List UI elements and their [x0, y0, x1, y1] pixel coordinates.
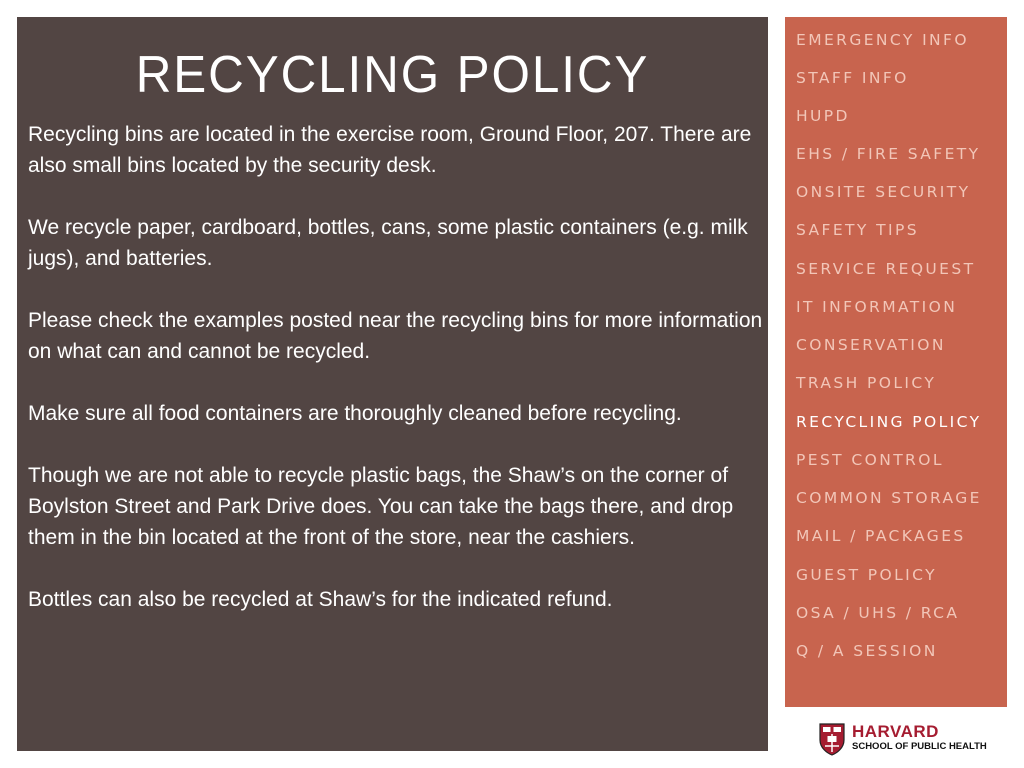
nav-item-staff-info[interactable]: STAFF INFO — [796, 69, 909, 87]
paragraph-bottle-refund: Bottles can also be recycled at Shaw’s for the indicated refund. — [28, 588, 613, 611]
nav-item-mail-packages[interactable]: MAIL / PACKAGES — [796, 527, 966, 545]
paragraph-recyclable-items: We recycle paper, cardboard, bottles, cans, some plastic containers (e.g. milk jugs), and batteries. — [28, 216, 748, 270]
nav-item-emergency-info[interactable]: EMERGENCY INFO — [796, 31, 969, 49]
sidebar-nav — [785, 17, 1007, 707]
nav-item-common-storage[interactable]: COMMON STORAGE — [796, 489, 982, 507]
nav-item-service-request[interactable]: SERVICE REQUEST — [796, 260, 976, 278]
policy-body — [28, 119, 763, 646]
harvard-sph-logo — [818, 722, 993, 758]
logo-subtitle: SCHOOL OF PUBLIC HEALTH — [852, 741, 987, 752]
paragraph-bin-locations: Recycling bins are located in the exercise room, Ground Floor, 207. There are also small bins located by the security desk. — [28, 123, 752, 177]
nav-item-trash-policy[interactable]: TRASH POLICY — [796, 374, 937, 392]
nav-item-onsite-security[interactable]: ONSITE SECURITY — [796, 183, 971, 201]
paragraph-check-examples: Please check the examples posted near the recycling bins for more information on what can and cannot be recycled. — [28, 309, 763, 363]
main-content-panel — [17, 17, 768, 751]
paragraph-clean-containers: Make sure all food containers are thoroughly cleaned before recycling. — [28, 402, 682, 425]
nav-item-pest-control[interactable]: PEST CONTROL — [796, 451, 944, 469]
nav-item-hupd[interactable]: HUPD — [796, 107, 850, 125]
nav-item-guest-policy[interactable]: GUEST POLICY — [796, 566, 937, 584]
nav-item-recycling-policy[interactable]: RECYCLING POLICY — [796, 413, 982, 431]
nav-item-ehs-fire-safety[interactable]: EHS / FIRE SAFETY — [796, 145, 981, 163]
harvard-shield-icon — [818, 722, 846, 756]
nav-item-conservation[interactable]: CONSERVATION — [796, 336, 946, 354]
paragraph-plastic-bags: Though we are not able to recycle plastic bags, the Shaw’s on the corner of Boylston Street and Park Drive does. You can take the bags there, and drop them in the bin located at the front of the store, near the cashiers. — [28, 464, 734, 549]
page-title: RECYCLING POLICY — [135, 46, 650, 104]
nav-item-it-information[interactable]: IT INFORMATION — [796, 298, 958, 316]
nav-item-osa-uhs-rca[interactable]: OSA / UHS / RCA — [796, 604, 960, 622]
logo-name: HARVARD — [852, 722, 939, 741]
nav-item-q-a-session[interactable]: Q / A SESSION — [796, 642, 938, 660]
nav-item-safety-tips[interactable]: SAFETY TIPS — [796, 221, 919, 239]
